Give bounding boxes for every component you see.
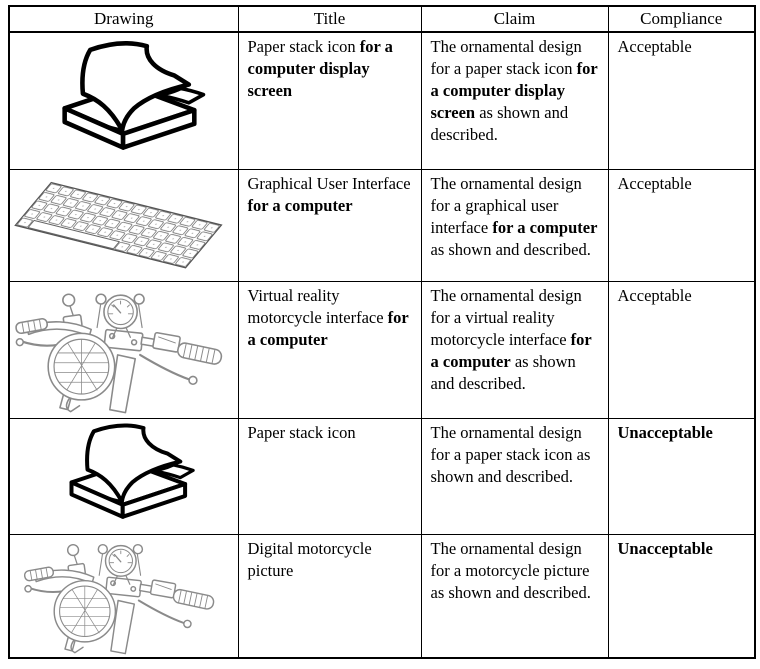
claim-cell: The ornamental design for a motorcycle picture as shown and described. [421,534,608,658]
claim-cell: The ornamental design for a virtual reality motorcycle interface for a computer as shown and described. [421,281,608,418]
compliance-cell: Unacceptable [608,534,755,658]
column-header-drawing: Drawing [9,6,238,32]
compliance-cell: Unacceptable [608,418,755,534]
title-cell: Digital motorcycle picture [238,534,421,658]
title-cell: Paper stack icon [238,418,421,534]
paper-stack-icon-drawing [19,37,229,165]
column-header-title: Title [238,6,421,32]
drawing-cell [9,169,238,281]
column-header-compliance: Compliance [608,6,755,32]
drawing-cell [9,32,238,169]
title-cell: Paper stack icon for a computer display screen [238,32,421,169]
compliance-cell: Acceptable [608,281,755,418]
claim-cell: The ornamental design for a paper stack icon for a computer display screen as shown and described. [421,32,608,169]
compliance-cell: Acceptable [608,32,755,169]
drawing-cell [9,281,238,418]
header-row [9,6,755,32]
table-row [9,32,755,169]
title-cell: Virtual reality motorcycle interface for a computer [238,281,421,418]
computer-keyboard-drawing [12,171,235,279]
table-row [9,534,755,658]
drawing-cell [9,418,238,534]
claim-cell: The ornamental design for a graphical user interface for a computer as shown and described. [421,169,608,281]
table-row [9,281,755,418]
table-row [9,169,755,281]
table-row [9,418,755,534]
title-cell: Graphical User Interface for a computer [238,169,421,281]
design-patent-compliance-table [8,5,756,659]
motorcycle-handlebars-drawing [11,285,236,415]
paper-stack-icon-drawing [31,420,216,532]
drawing-cell [9,534,238,658]
compliance-cell: Acceptable [608,169,755,281]
motorcycle-handlebars-drawing [20,537,227,655]
column-header-claim: Claim [421,6,608,32]
claim-cell: The ornamental design for a paper stack icon as shown and described. [421,418,608,534]
